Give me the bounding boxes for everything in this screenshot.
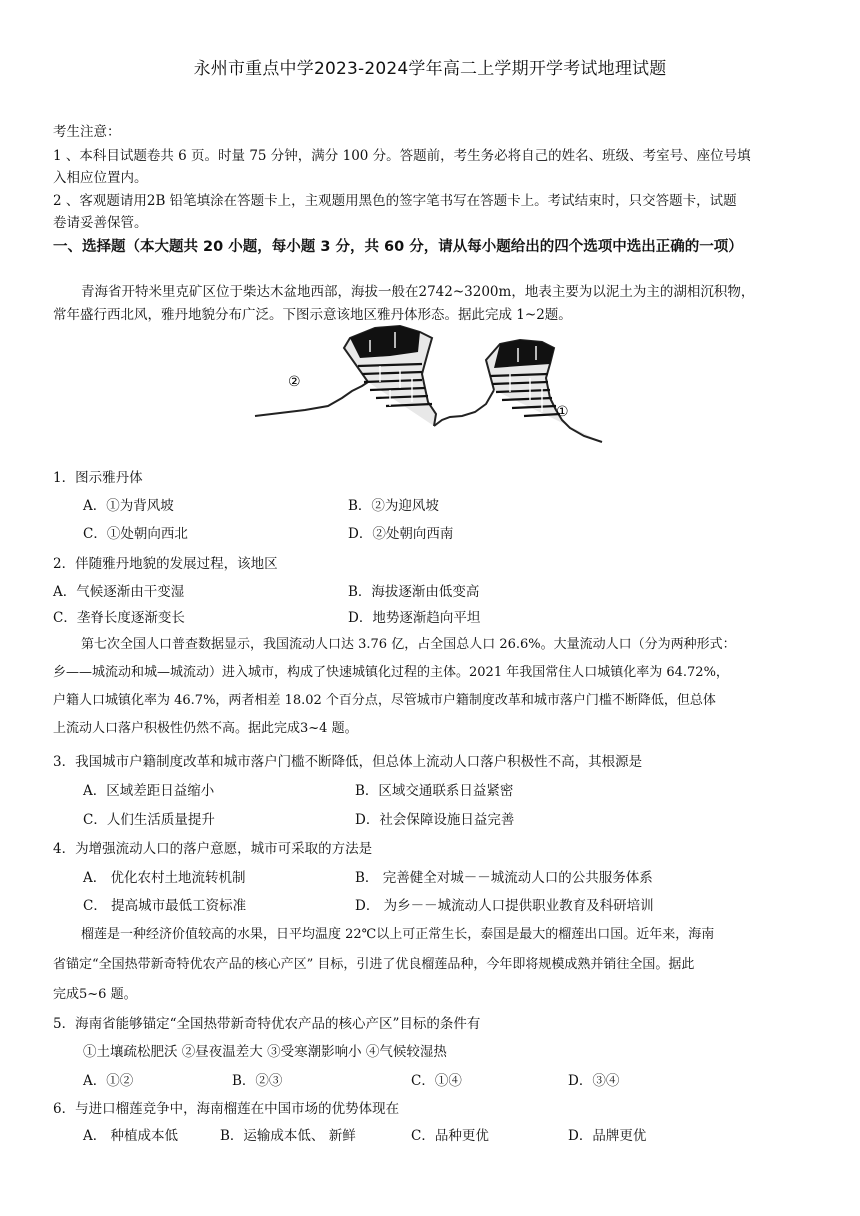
passage-2-line-2: 乡——城流动和城—城流动）进入城市，构成了快速城镇化过程的主体。2021 年我国常住人口城镇化率为 64.72%， [53,665,729,680]
q2-option-a: A．气候逐渐由干变湿 [53,584,185,600]
q1-option-c: C．①处朝向西北 [83,526,188,542]
page-title: 永州市重点中学2023-2024学年高二上学期开学考试地理试题 [193,59,667,79]
yardang-cap-left [350,326,420,358]
figure-label-2: ② [288,374,301,390]
q1-option-a: A．①为背风坡 [83,498,174,514]
q2-option-b: B．海拔逐渐由低变高 [348,584,480,600]
ground-line-left [255,382,368,416]
q5-conditions: ①土壤疏松肥沃 ②昼夜温差大 ③受寒潮影响小 ④气候较湿热 [83,1044,447,1060]
q4-option-a: A． 优化农村土地流转机制 [83,870,246,886]
q2-option-c: C．垄脊长度逐渐变长 [53,610,185,626]
q5-option-a: A．①② [83,1073,134,1089]
q2-option-d: D．地势逐渐趋向平坦 [348,610,481,626]
ground-line-middle [434,390,494,426]
q5-option-c: C．①④ [411,1073,462,1089]
yardang-cap-right [494,340,554,368]
q4-option-d: D． 为乡－－城流动人口提供职业教育及科研培训 [355,898,654,914]
section-heading: 一、选择题（本大题共 20 小题，每小题 3 分，共 60 分，请从每小题给出的四个选项中选出正确的一项） [53,239,743,255]
q6-option-d: D．品牌更优 [568,1128,647,1144]
passage-3-line-3: 完成5~6 题。 [53,987,137,1002]
q2-stem: 2．伴随雅丹地貌的发展过程，该地区 [53,556,278,572]
q3-option-c: C．人们生活质量提升 [83,812,215,828]
q5-stem: 5．海南省能够锚定“全国热带新奇特优农产品的核心产区”目标的条件有 [53,1016,481,1032]
passage-3-line-2: 省锚定“全国热带新奇特优农产品的核心产区” 目标，引进了优良榴莲品种，今年即将规模成熟并销往全国。据此 [53,957,695,972]
q1-option-b: B．②为迎风坡 [348,498,439,514]
q1-stem: 1．图示雅丹体 [53,470,143,486]
passage-3-line-1: 榴莲是一种经济价值较高的水果，日平均温度 22℃以上可正常生长，泰国是最大的榴莲出口国。近年来，海南 [81,927,715,942]
q3-stem: 3．我国城市户籍制度改革和城市落户门槛不断降低，但总体上流动人口落户积极性不高，其根源是 [53,754,643,770]
figure-label-1: ① [556,404,569,420]
q4-option-c: C． 提高城市最低工资标准 [83,898,247,914]
yardang-figure [250,318,610,458]
q5-option-b: B．②③ [232,1073,283,1089]
passage-2-line-3: 户籍人口城镇化率为 46.7%，两者相差 18.02 个百分点，尽管城市户籍制度改革和城市落户门槛不断降低，但总体 [53,693,716,708]
q5-option-d: D．③④ [568,1073,620,1089]
q3-option-d: D．社会保障设施日益完善 [355,812,515,828]
q6-option-a: A． 种植成本低 [83,1128,179,1144]
passage-1-line-2: 常年盛行西北风，雅丹地貌分布广泛。下图示意该地区雅丹体形态。据此完成 1~2题。 [53,307,572,323]
q6-option-c: C．品种更优 [411,1128,489,1144]
q4-option-b: B． 完善健全对城－－城流动人口的公共服务体系 [355,870,653,886]
q6-stem: 6．与进口榴莲竞争中，海南榴莲在中国市场的优势体现在 [53,1101,400,1117]
notice-item-2-line-2: 卷请妥善保管。 [53,215,148,231]
passage-2-line-1: 第七次全国人口普查数据显示，我国流动人口达 3.76 亿，占全国总人口 26.6%。大量流动人口（分为两种形式： [81,637,736,652]
notice-item-2-line-1: 2 、客观题请用2B 铅笔填涂在答题卡上，主观题用黑色的签字笔书写在答题卡上。考试结束时，只交答题卡，试题 [53,193,737,209]
q6-option-b: B．运输成本低、 新鲜 [220,1128,356,1144]
passage-1-line-1: 青海省开特米里克矿区位于柴达木盆地西部，海拔一般在2742~3200m，地表主要为以泥土为主的湖相沉积物， [81,284,755,300]
notice-item-1-line-2: 入相应位置内。 [53,170,148,186]
notice-heading: 考生注意： [53,124,121,140]
notice-item-1-line-1: 1 、本科目试题卷共 6 页。时量 75 分钟，满分 100 分。答题前，考生务必将自己的姓名、班级、考室号、座位号填 [53,148,751,164]
q3-option-a: A．区域差距日益缩小 [83,783,215,799]
q1-option-d: D．②处朝向西南 [348,526,454,542]
q3-option-b: B．区域交通联系日益紧密 [355,783,514,799]
q4-stem: 4．为增强流动人口的落户意愿，城市可采取的方法是 [53,841,373,857]
passage-2-line-4: 上流动人口落户积极性仍然不高。据此完成3~4 题。 [53,721,358,736]
